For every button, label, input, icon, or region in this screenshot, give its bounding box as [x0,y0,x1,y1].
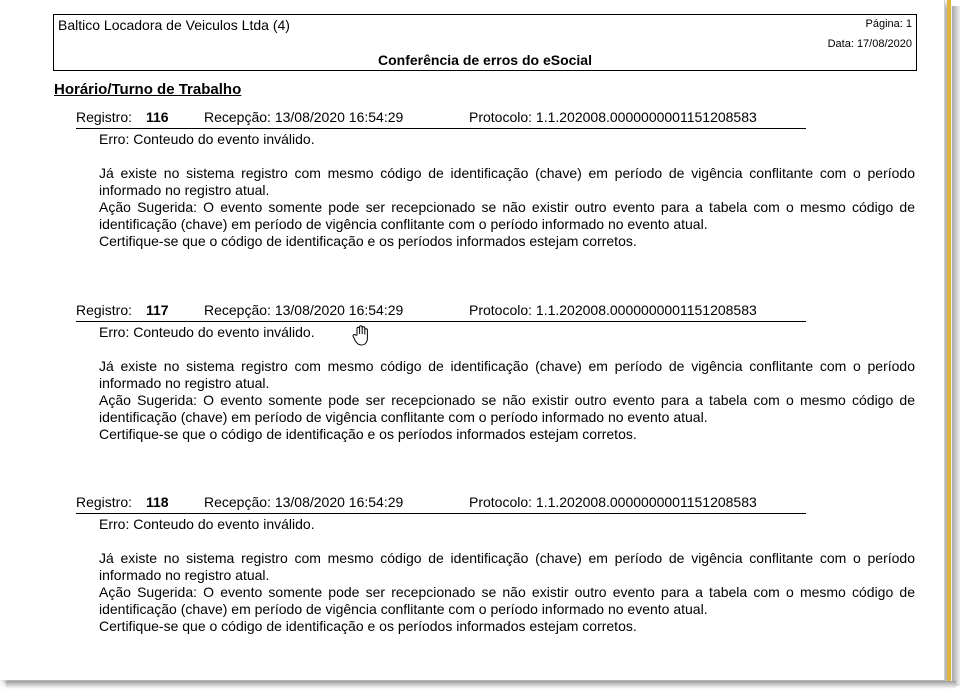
page-number: Página: 1 [865,18,912,30]
protocolo-text: Protocolo: 1.1.202008.0000000001151208583 [469,109,757,125]
recepcao-text: Recepção: 13/08/2020 16:54:29 [204,109,404,125]
error-text: Erro: Conteudo do evento inválido. [99,516,315,532]
registro-label: Registro: [76,109,133,125]
page-shadow-bottom [6,681,956,688]
registro-number: 117 [146,302,169,318]
section-title: Horário/Turno de Trabalho [54,81,242,98]
record-body [99,516,915,635]
suggested-action: Ação Sugerida: O evento somente pode ser recepcionado se não existir outro evento para a tabela com o mesmo código de identificação (chave) em período de vigência conflitante com o período informado no evento atual. [99,392,915,425]
record-header-line [76,494,806,514]
record-body [99,324,915,443]
report-date: Data: 17/08/2020 [827,38,912,50]
company-name: Baltico Locadora de Veiculos Ltda (4) [58,17,290,33]
protocolo-text: Protocolo: 1.1.202008.0000000001151208583 [469,302,757,318]
verify-note: Certifique-se que o código de identificação e os períodos informados estejam corretos. [99,233,637,249]
record-header-line [76,109,806,129]
recepcao-text: Recepção: 13/08/2020 16:54:29 [204,494,404,510]
error-detail: Já existe no sistema registro com mesmo código de identificação (chave) em período de vigência conflitante com o período informado no registro atual. [99,550,915,583]
error-detail: Já existe no sistema registro com mesmo código de identificação (chave) em período de vigência conflitante com o período informado no registro atual. [99,165,915,198]
suggested-action: Ação Sugerida: O evento somente pode ser recepcionado se não existir outro evento para a tabela com o mesmo código de identificação (chave) em período de vigência conflitante com o período informado no evento atual. [99,584,915,617]
error-text: Erro: Conteudo do evento inválido. [99,131,315,147]
registro-label: Registro: [76,494,133,510]
record-header-line [76,302,806,322]
accent-bar [947,0,951,684]
hand-pointer-icon [351,325,373,347]
suggested-action: Ação Sugerida: O evento somente pode ser recepcionado se não existir outro evento para a tabela com o mesmo código de identificação (chave) em período de vigência conflitante com o período informado no evento atual. [99,199,915,232]
page-shadow-right [952,6,960,686]
error-text: Erro: Conteudo do evento inválido. [99,324,315,340]
report-header [53,14,917,71]
registro-number: 116 [146,109,169,125]
registro-label: Registro: [76,302,133,318]
error-detail: Já existe no sistema registro com mesmo código de identificação (chave) em período de vigência conflitante com o período informado no registro atual. [99,358,915,391]
recepcao-text: Recepção: 13/08/2020 16:54:29 [204,302,404,318]
verify-note: Certifique-se que o código de identificação e os períodos informados estejam corretos. [99,618,637,634]
protocolo-text: Protocolo: 1.1.202008.0000000001151208583 [469,494,757,510]
registro-number: 118 [146,494,169,510]
report-title: Conferência de erros do eSocial [378,52,592,68]
record-body [99,131,915,250]
verify-note: Certifique-se que o código de identificação e os períodos informados estejam corretos. [99,426,637,442]
